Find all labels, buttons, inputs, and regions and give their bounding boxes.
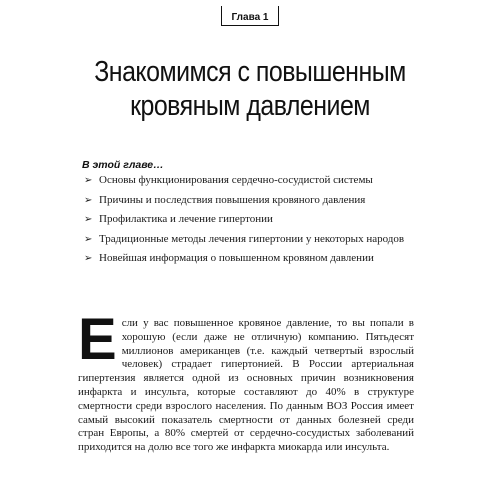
list-item bbox=[82, 174, 422, 188]
list-item-text: Традиционные методы лечения гипертонии у некоторых народов bbox=[99, 232, 405, 245]
arrow-right-icon: ➢ bbox=[84, 253, 93, 264]
chapter-title-line-1: Знакомимся с повышенным bbox=[94, 56, 406, 88]
list-item-text: Причины и последствия повышения кровяного давления bbox=[99, 193, 366, 206]
body-paragraph-text: сли у вас повышенное кровяное давление, то вы попали в хорошую (если даже не отличную) компанию. Пятьдесят миллионов американцев (т.е. каждый четвертый взрослый человек) страдает гипертонией. В России артериальная гипертензия является одной из основных причин возникновения инфаркта и инсульта, которые составляют до 40% в структуре смертности среди взрослого населения. По данным ВОЗ Россия имеет самый высокий показатель смертности от данных болезней среди стран Европы, а 80% смертей от сердечно-сосудистых заболеваний приходится на долю все того же инфаркта миокарда или инсульта. bbox=[78, 317, 414, 454]
chapter-contents-list bbox=[82, 174, 422, 272]
list-item bbox=[82, 233, 422, 247]
body-paragraph bbox=[78, 307, 414, 455]
list-item bbox=[82, 194, 422, 208]
list-item-text: Профилактика и лечение гипертонии bbox=[99, 213, 273, 225]
list-item-text: Основы функционирования сердечно-сосудистой системы bbox=[99, 174, 373, 186]
chapter-title-line-2: кровяным давлением bbox=[130, 90, 370, 122]
arrow-right-icon: ➢ bbox=[84, 194, 93, 206]
arrow-right-icon: ➢ bbox=[84, 175, 93, 186]
drop-cap: Е bbox=[78, 307, 117, 372]
list-item-text: Новейшая информация о повышенном кровяном давлении bbox=[99, 252, 374, 264]
arrow-right-icon: ➢ bbox=[84, 233, 93, 245]
list-item bbox=[82, 213, 422, 227]
list-item bbox=[82, 252, 422, 266]
chapter-intro-heading: В этой главе… bbox=[82, 159, 164, 171]
arrow-right-icon: ➢ bbox=[84, 214, 93, 225]
chapter-title bbox=[69, 55, 430, 123]
chapter-label: Глава 1 bbox=[221, 6, 279, 26]
